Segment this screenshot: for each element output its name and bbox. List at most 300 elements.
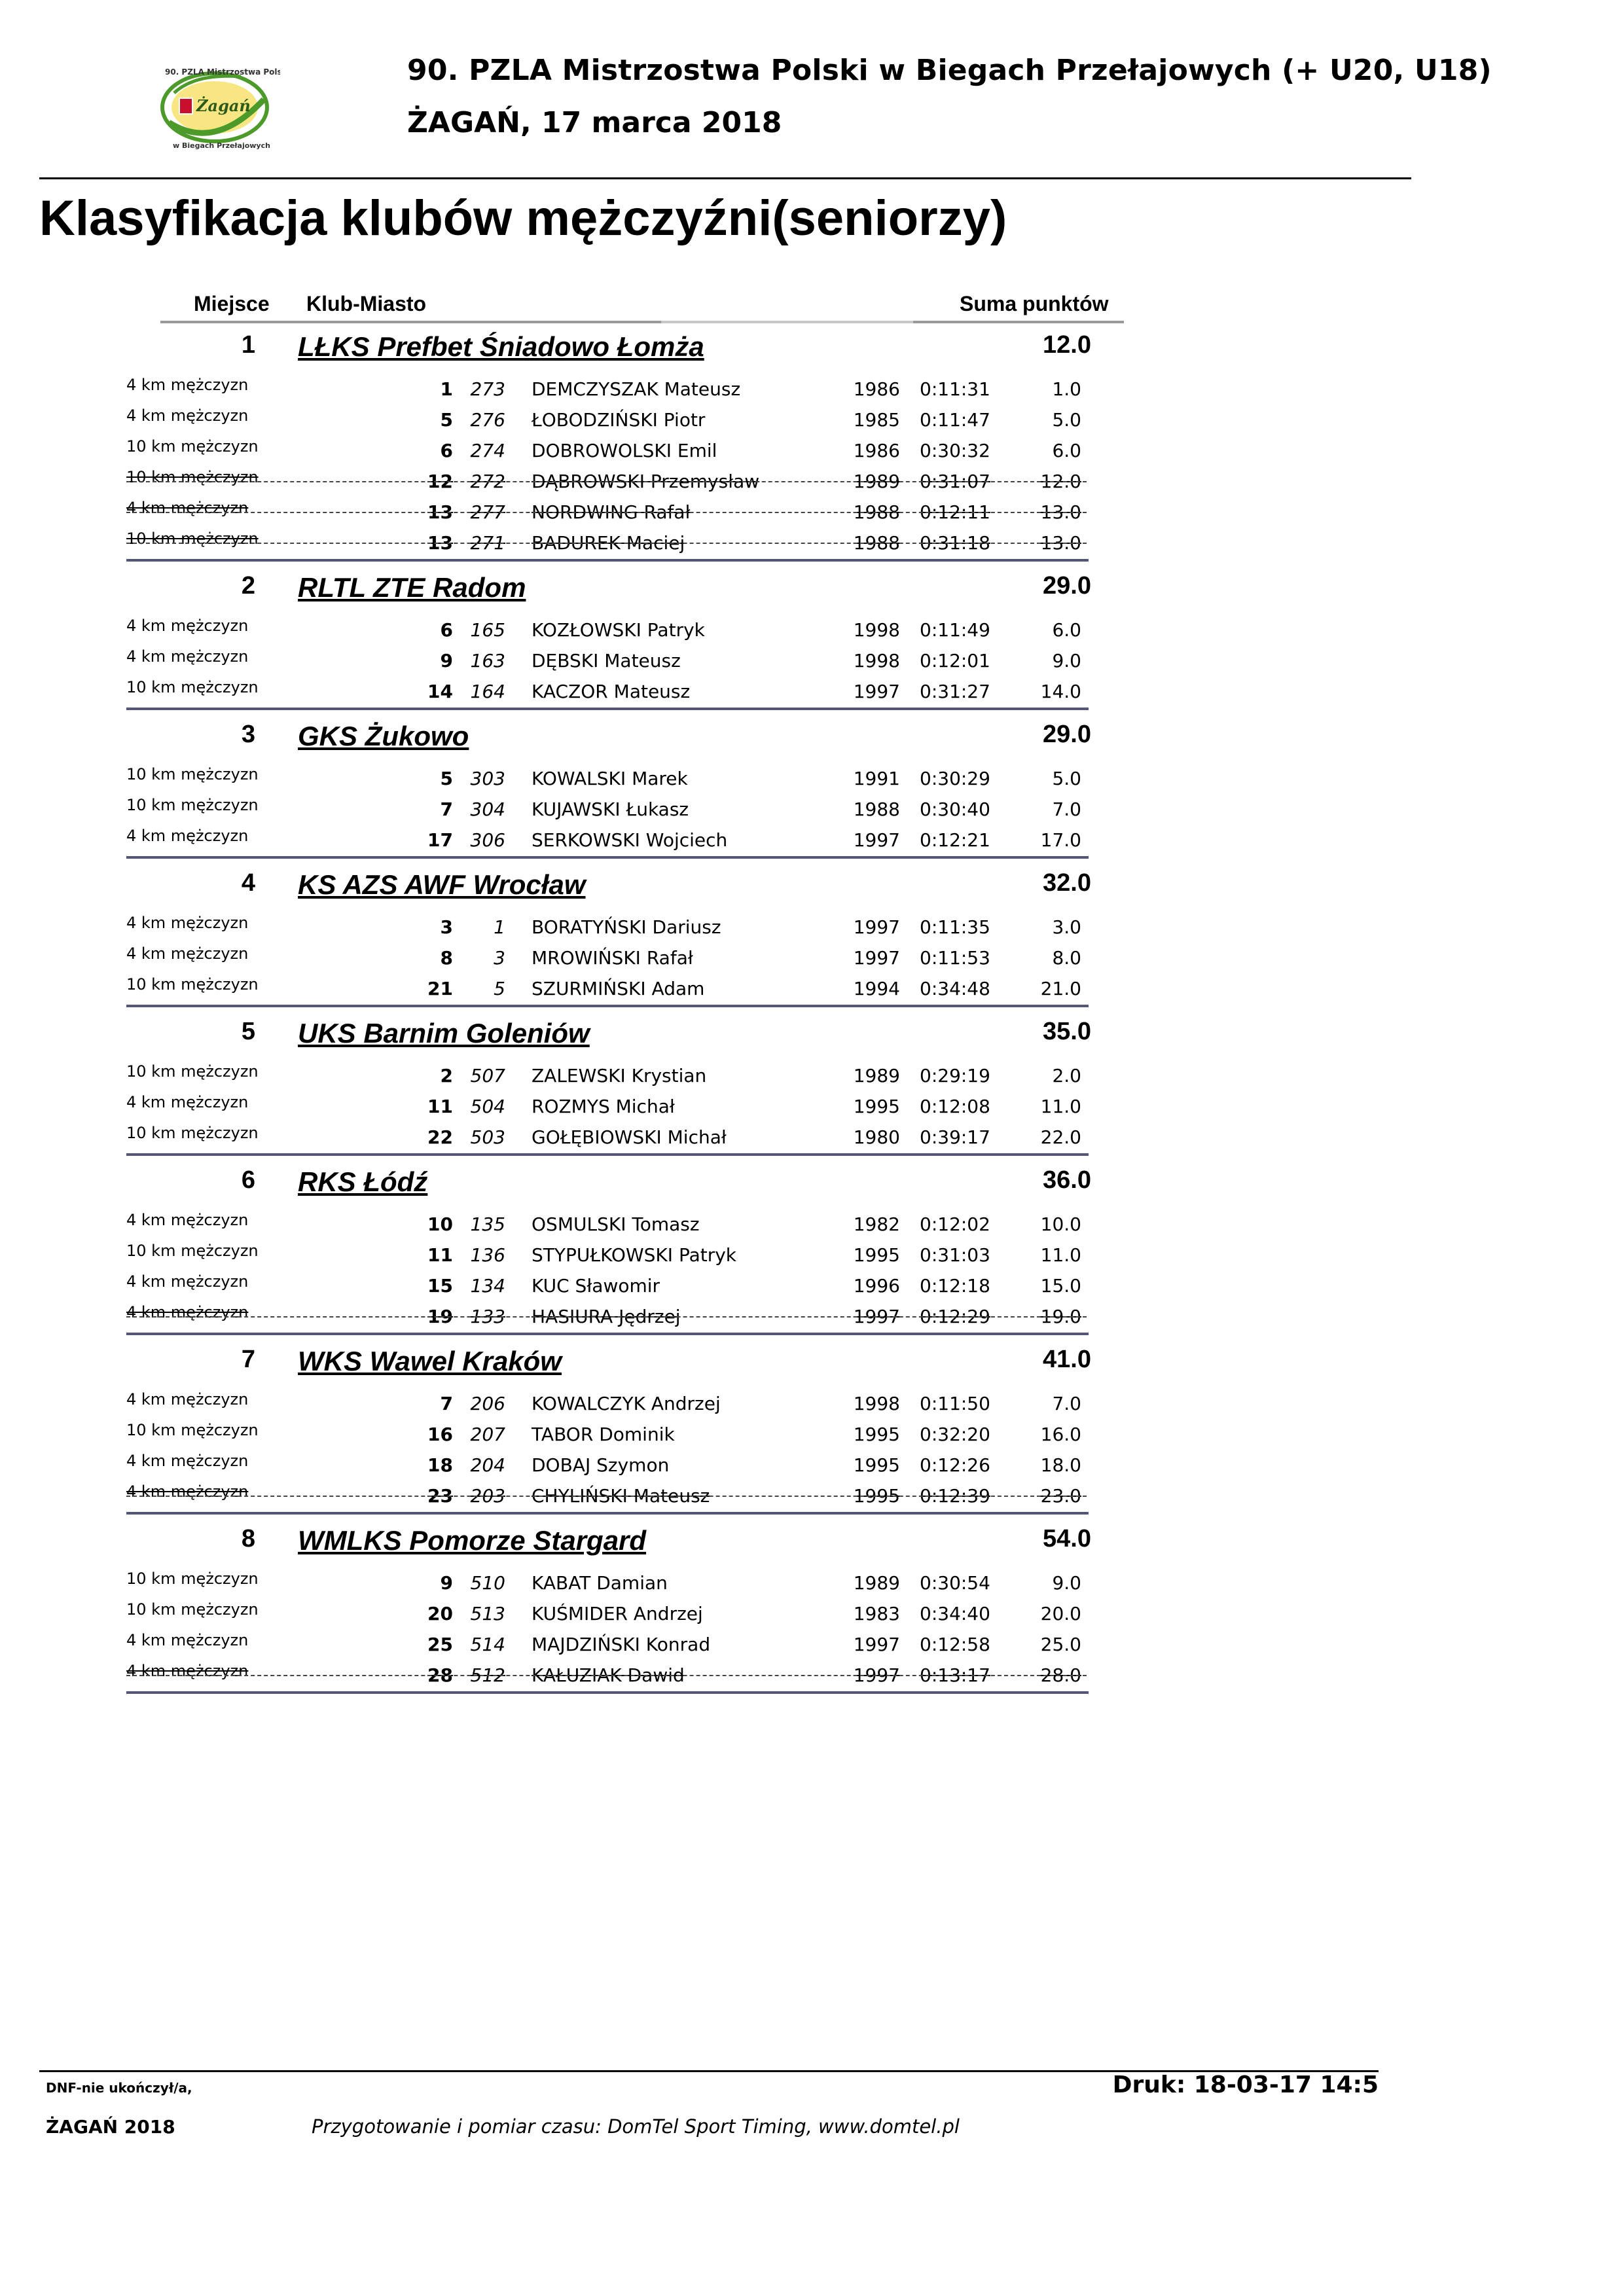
athlete-points: 14.0 [1040, 681, 1081, 702]
athlete-category: 10 km mężczyzn [126, 1124, 259, 1142]
athlete-category: 4 km mężczyzn [126, 827, 249, 845]
athlete-bib: 274 [470, 440, 505, 461]
athlete-time: 0:11:53 [920, 947, 990, 969]
club-block [0, 565, 1624, 710]
athlete-category: 4 km mężczyzn [126, 1093, 249, 1111]
athlete-row-not-counted [0, 464, 1624, 495]
athlete-category: 4 km mężczyzn [126, 499, 249, 517]
athlete-points: 13.0 [1040, 501, 1081, 523]
athlete-time: 0:12:18 [920, 1275, 990, 1297]
athlete-bib: 512 [470, 1664, 505, 1686]
athlete-bib: 503 [470, 1126, 505, 1148]
athlete-category: 4 km mężczyzn [126, 617, 249, 635]
club-rank: 2 [241, 572, 255, 600]
athlete-points: 25.0 [1040, 1634, 1081, 1655]
athlete-place: 5 [440, 409, 453, 431]
athlete-category: 4 km mężczyzn [126, 914, 249, 932]
athlete-points: 21.0 [1040, 978, 1081, 999]
athlete-time: 0:11:35 [920, 916, 990, 938]
athlete-birth-year: 1994 [853, 978, 900, 999]
athlete-name: KACZOR Mateusz [532, 681, 691, 702]
athlete-birth-year: 1995 [853, 1424, 900, 1445]
athlete-category: 10 km mężczyzn [126, 975, 259, 994]
athlete-points: 13.0 [1040, 532, 1081, 554]
logo-bottom-text: w Biegach Przełajowych [173, 141, 270, 150]
athlete-bib: 203 [470, 1485, 505, 1507]
athlete-bib: 507 [470, 1065, 505, 1086]
athlete-name: CHYLIŃSKI Mateusz [532, 1485, 710, 1507]
athlete-row [0, 1386, 1624, 1417]
athlete-points: 7.0 [1052, 1393, 1081, 1414]
athlete-list [0, 613, 1624, 705]
athlete-place: 23 [427, 1485, 453, 1507]
athlete-birth-year: 1988 [853, 532, 900, 554]
club-total-points: 29.0 [1043, 572, 1091, 600]
athlete-name: BORATYŃSKI Dariusz [532, 916, 721, 938]
athlete-name: KOWALSKI Marek [532, 768, 688, 789]
athlete-time: 0:11:47 [920, 409, 990, 431]
athlete-bib: 163 [470, 650, 505, 672]
athlete-place: 1 [440, 378, 453, 400]
club-block [0, 714, 1624, 859]
athlete-place: 13 [427, 501, 453, 523]
athlete-points: 11.0 [1040, 1244, 1081, 1266]
club-rank: 4 [241, 869, 255, 897]
club-header [0, 1160, 1624, 1207]
club-name: RKS Łódź [298, 1166, 428, 1197]
athlete-birth-year: 1991 [853, 768, 900, 789]
athlete-bib: 510 [470, 1572, 505, 1594]
footer-city-year: ŻAGAŃ 2018 [46, 2116, 175, 2138]
athlete-name: ZALEWSKI Krystian [532, 1065, 707, 1086]
athlete-time: 0:31:07 [920, 471, 990, 492]
club-rank: 3 [241, 721, 255, 748]
club-separator [126, 1005, 1089, 1007]
event-place-date: ŻAGAŃ, 17 marca 2018 [407, 106, 782, 139]
athlete-bib: 276 [470, 409, 505, 431]
athlete-bib: 164 [470, 681, 505, 702]
club-block [0, 1011, 1624, 1156]
athlete-place: 11 [427, 1096, 453, 1117]
athlete-place: 6 [440, 619, 453, 641]
print-timestamp: Druk: 18-03-17 14:5 [1112, 2072, 1379, 2098]
athlete-time: 0:12:01 [920, 650, 990, 672]
athlete-row-not-counted [0, 1479, 1624, 1509]
athlete-category: 10 km mężczyzn [126, 678, 259, 696]
athlete-place: 10 [427, 1213, 453, 1235]
club-separator [126, 1512, 1089, 1515]
athlete-row [0, 643, 1624, 674]
club-rank: 1 [241, 331, 255, 359]
athlete-row [0, 1627, 1624, 1658]
club-block [0, 325, 1624, 562]
athlete-time: 0:32:20 [920, 1424, 990, 1445]
club-total-points: 29.0 [1043, 721, 1091, 748]
athlete-birth-year: 1996 [853, 1275, 900, 1297]
athlete-place: 13 [427, 532, 453, 554]
athlete-place: 9 [440, 1572, 453, 1594]
athlete-bib: 135 [470, 1213, 505, 1235]
club-name: RLTL ZTE Radom [298, 572, 526, 603]
athlete-points: 22.0 [1040, 1126, 1081, 1148]
athlete-place: 5 [440, 768, 453, 789]
athlete-bib: 165 [470, 619, 505, 641]
col-header-points: Suma punktów [960, 292, 1109, 315]
athlete-row [0, 792, 1624, 823]
athlete-bib: 304 [470, 798, 505, 820]
athlete-name: KABAT Damian [532, 1572, 668, 1594]
athlete-birth-year: 1980 [853, 1126, 900, 1148]
athlete-points: 8.0 [1052, 947, 1081, 969]
athlete-time: 0:30:32 [920, 440, 990, 461]
athlete-category: 4 km mężczyzn [126, 1390, 249, 1408]
athlete-place: 8 [440, 947, 453, 969]
athlete-bib: 5 [494, 978, 505, 999]
club-header [0, 863, 1624, 910]
athlete-bib: 133 [470, 1306, 505, 1327]
athlete-birth-year: 1989 [853, 471, 900, 492]
athlete-points: 6.0 [1052, 619, 1081, 641]
club-name: WKS Wawel Kraków [298, 1346, 562, 1376]
athlete-name: NORDWING Rafał [532, 501, 691, 523]
athlete-name: SERKOWSKI Wojciech [532, 829, 728, 851]
athlete-time: 0:11:50 [920, 1393, 990, 1414]
athlete-category: 10 km mężczyzn [126, 765, 259, 783]
athlete-list [0, 910, 1624, 1002]
athlete-time: 0:30:40 [920, 798, 990, 820]
athlete-birth-year: 1989 [853, 1065, 900, 1086]
athlete-time: 0:13:17 [920, 1664, 990, 1686]
athlete-place: 21 [427, 978, 453, 999]
athlete-name: KOZŁOWSKI Patryk [532, 619, 705, 641]
athlete-category: 10 km mężczyzn [126, 796, 259, 814]
athlete-name: ROZMYS Michał [532, 1096, 675, 1117]
athlete-name: KOWALCZYK Andrzej [532, 1393, 721, 1414]
athlete-row [0, 1268, 1624, 1299]
athlete-place: 19 [427, 1306, 453, 1327]
club-separator [126, 1333, 1089, 1335]
athlete-list [0, 372, 1624, 556]
athlete-birth-year: 1998 [853, 1393, 900, 1414]
event-logo [149, 60, 280, 152]
athlete-points: 12.0 [1040, 471, 1081, 492]
athlete-points: 9.0 [1052, 650, 1081, 672]
athlete-place: 9 [440, 650, 453, 672]
athlete-row [0, 403, 1624, 433]
athlete-birth-year: 1988 [853, 798, 900, 820]
column-header-rule-light [661, 321, 913, 323]
athlete-category: 4 km mężczyzn [126, 1272, 249, 1291]
athlete-time: 0:31:03 [920, 1244, 990, 1266]
athlete-points: 5.0 [1052, 409, 1081, 431]
athlete-birth-year: 1986 [853, 440, 900, 461]
athlete-bib: 207 [470, 1424, 505, 1445]
club-total-points: 35.0 [1043, 1018, 1091, 1045]
athlete-birth-year: 1988 [853, 501, 900, 523]
athlete-points: 20.0 [1040, 1603, 1081, 1624]
athlete-time: 0:11:49 [920, 619, 990, 641]
athlete-birth-year: 1983 [853, 1603, 900, 1624]
athlete-list [0, 1386, 1624, 1509]
athlete-time: 0:30:29 [920, 768, 990, 789]
athlete-points: 19.0 [1040, 1306, 1081, 1327]
athlete-birth-year: 1997 [853, 681, 900, 702]
athlete-time: 0:34:40 [920, 1603, 990, 1624]
athlete-name: KAŁUZIAK Dawid [532, 1664, 685, 1686]
athlete-bib: 204 [470, 1454, 505, 1476]
club-header [0, 565, 1624, 613]
athlete-category: 10 km mężczyzn [126, 1600, 259, 1619]
athlete-place: 14 [427, 681, 453, 702]
athlete-row [0, 941, 1624, 971]
athlete-category: 4 km mężczyzn [126, 944, 249, 963]
athlete-points: 5.0 [1052, 768, 1081, 789]
athlete-category: 4 km mężczyzn [126, 1662, 249, 1680]
athlete-time: 0:12:21 [920, 829, 990, 851]
athlete-birth-year: 1997 [853, 1306, 900, 1327]
dnf-note: DNF-nie ukończył/a, [46, 2080, 192, 2096]
athlete-birth-year: 1997 [853, 1664, 900, 1686]
athlete-place: 18 [427, 1454, 453, 1476]
athlete-category: 10 km mężczyzn [126, 1062, 259, 1081]
athlete-name: DOBAJ Szymon [532, 1454, 670, 1476]
col-header-club: Klub-Miasto [306, 292, 427, 315]
athlete-category: 4 km mężczyzn [126, 647, 249, 666]
athlete-row [0, 1448, 1624, 1479]
athlete-time: 0:12:29 [920, 1306, 990, 1327]
athlete-name: DOBROWOLSKI Emil [532, 440, 717, 461]
athlete-place: 3 [440, 916, 453, 938]
club-separator [126, 1691, 1089, 1694]
athlete-time: 0:12:58 [920, 1634, 990, 1655]
athlete-time: 0:39:17 [920, 1126, 990, 1148]
athlete-birth-year: 1997 [853, 947, 900, 969]
page-title: Klasyfikacja klubów mężczyźni(seniorzy) [39, 190, 1007, 246]
athlete-category: 4 km mężczyzn [126, 1452, 249, 1470]
athlete-time: 0:12:11 [920, 501, 990, 523]
athlete-place: 11 [427, 1244, 453, 1266]
club-block [0, 1339, 1624, 1515]
athlete-points: 9.0 [1052, 1572, 1081, 1594]
club-header [0, 1518, 1624, 1566]
logo-arc-text: 90. PZLA Mistrzostwa Polski [165, 67, 280, 77]
athlete-category: 4 km mężczyzn [126, 376, 249, 394]
club-name: WMLKS Pomorze Stargard [298, 1525, 647, 1556]
athlete-birth-year: 1989 [853, 1572, 900, 1594]
club-rank: 7 [241, 1346, 255, 1373]
club-results-list [0, 325, 1624, 1698]
athlete-bib: 136 [470, 1244, 505, 1266]
athlete-name: DĘBSKI Mateusz [532, 650, 681, 672]
athlete-name: BADUREK Maciej [532, 532, 685, 554]
athlete-row [0, 1238, 1624, 1268]
athlete-birth-year: 1997 [853, 829, 900, 851]
club-total-points: 32.0 [1043, 869, 1091, 897]
athlete-category: 4 km mężczyzn [126, 406, 249, 425]
athlete-bib: 303 [470, 768, 505, 789]
club-name: KS AZS AWF Wrocław [298, 869, 586, 900]
athlete-row-not-counted [0, 526, 1624, 556]
athlete-name: MROWIŃSKI Rafał [532, 947, 693, 969]
athlete-row [0, 613, 1624, 643]
column-header-rule [160, 321, 1124, 323]
athlete-category: 10 km mężczyzn [126, 529, 259, 548]
athlete-points: 2.0 [1052, 1065, 1081, 1086]
athlete-row [0, 1120, 1624, 1151]
club-total-points: 41.0 [1043, 1346, 1091, 1373]
athlete-place: 2 [440, 1065, 453, 1086]
athlete-row [0, 910, 1624, 941]
athlete-place: 7 [440, 798, 453, 820]
athlete-place: 7 [440, 1393, 453, 1414]
athlete-name: MAJDZIŃSKI Konrad [532, 1634, 711, 1655]
athlete-time: 0:29:19 [920, 1065, 990, 1086]
athlete-name: SZURMIŃSKI Adam [532, 978, 705, 999]
athlete-category: 4 km mężczyzn [126, 1303, 249, 1321]
athlete-birth-year: 1985 [853, 409, 900, 431]
athlete-name: DĄBROWSKI Przemysław [532, 471, 760, 492]
athlete-place: 22 [427, 1126, 453, 1148]
club-header [0, 325, 1624, 372]
event-title: 90. PZLA Mistrzostwa Polski w Biegach Przełajowych (+ U20, U18) [407, 54, 1492, 87]
athlete-birth-year: 1997 [853, 916, 900, 938]
athlete-row [0, 1417, 1624, 1448]
athlete-row [0, 1058, 1624, 1089]
athlete-bib: 513 [470, 1603, 505, 1624]
athlete-row-not-counted [0, 1658, 1624, 1689]
athlete-points: 3.0 [1052, 916, 1081, 938]
club-header [0, 1339, 1624, 1386]
athlete-birth-year: 1986 [853, 378, 900, 400]
club-total-points: 36.0 [1043, 1166, 1091, 1194]
athlete-bib: 3 [494, 947, 505, 969]
athlete-birth-year: 1998 [853, 650, 900, 672]
athlete-bib: 272 [470, 471, 505, 492]
athlete-bib: 273 [470, 378, 505, 400]
club-name: LŁKS Prefbet Śniadowo Łomża [298, 331, 704, 362]
athlete-row [0, 1596, 1624, 1627]
athlete-category: 10 km mężczyzn [126, 1421, 259, 1439]
athlete-place: 25 [427, 1634, 453, 1655]
athlete-row [0, 761, 1624, 792]
athlete-name: KUC Sławomir [532, 1275, 660, 1297]
header-divider [39, 177, 1411, 179]
athlete-points: 16.0 [1040, 1424, 1081, 1445]
athlete-bib: 206 [470, 1393, 505, 1414]
athlete-place: 20 [427, 1603, 453, 1624]
athlete-name: GOŁĘBIOWSKI Michał [532, 1126, 727, 1148]
athlete-points: 15.0 [1040, 1275, 1081, 1297]
athlete-points: 1.0 [1052, 378, 1081, 400]
athlete-place: 28 [427, 1664, 453, 1686]
club-separator [126, 708, 1089, 710]
athlete-place: 12 [427, 471, 453, 492]
club-separator [126, 559, 1089, 562]
club-name: UKS Barnim Goleniów [298, 1018, 590, 1049]
athlete-time: 0:31:18 [920, 532, 990, 554]
athlete-list [0, 1058, 1624, 1151]
club-rank: 8 [241, 1525, 255, 1552]
athlete-category: 10 km mężczyzn [126, 468, 259, 486]
athlete-place: 6 [440, 440, 453, 461]
athlete-birth-year: 1982 [853, 1213, 900, 1235]
athlete-points: 11.0 [1040, 1096, 1081, 1117]
club-separator [126, 1153, 1089, 1156]
club-rank: 6 [241, 1166, 255, 1194]
athlete-bib: 504 [470, 1096, 505, 1117]
athlete-list [0, 761, 1624, 853]
athlete-row-not-counted [0, 495, 1624, 526]
athlete-birth-year: 1995 [853, 1244, 900, 1266]
athlete-points: 17.0 [1040, 829, 1081, 851]
athlete-points: 7.0 [1052, 798, 1081, 820]
athlete-time: 0:12:02 [920, 1213, 990, 1235]
athlete-birth-year: 1995 [853, 1096, 900, 1117]
club-name: GKS Żukowo [298, 721, 469, 751]
athlete-birth-year: 1995 [853, 1454, 900, 1476]
club-header [0, 1011, 1624, 1058]
athlete-name: ŁOBODZIŃSKI Piotr [532, 409, 706, 431]
athlete-row [0, 433, 1624, 464]
athlete-row-not-counted [0, 1299, 1624, 1330]
club-separator [126, 856, 1089, 859]
athlete-bib: 271 [470, 532, 505, 554]
athlete-category: 10 km mężczyzn [126, 1570, 259, 1588]
athlete-place: 17 [427, 829, 453, 851]
athlete-category: 10 km mężczyzn [126, 1242, 259, 1260]
club-header [0, 714, 1624, 761]
club-rank: 5 [241, 1018, 255, 1045]
athlete-bib: 514 [470, 1634, 505, 1655]
col-header-place: Miejsce [194, 292, 270, 315]
athlete-time: 0:11:31 [920, 378, 990, 400]
athlete-place: 16 [427, 1424, 453, 1445]
athlete-time: 0:30:54 [920, 1572, 990, 1594]
club-total-points: 12.0 [1043, 331, 1091, 359]
athlete-points: 28.0 [1040, 1664, 1081, 1686]
athlete-name: TABOR Dominik [532, 1424, 675, 1445]
athlete-category: 4 km mężczyzn [126, 1211, 249, 1229]
club-block [0, 863, 1624, 1007]
athlete-points: 18.0 [1040, 1454, 1081, 1476]
athlete-bib: 1 [494, 916, 505, 938]
athlete-row [0, 372, 1624, 403]
athlete-category: 4 km mężczyzn [126, 1631, 249, 1649]
athlete-category: 4 km mężczyzn [126, 1482, 249, 1501]
athlete-category: 10 km mężczyzn [126, 437, 259, 456]
athlete-row [0, 1566, 1624, 1596]
athlete-name: KUJAWSKI Łukasz [532, 798, 689, 820]
club-total-points: 54.0 [1043, 1525, 1091, 1552]
athlete-list [0, 1566, 1624, 1689]
athlete-list [0, 1207, 1624, 1330]
athlete-bib: 277 [470, 501, 505, 523]
athlete-name: KUŚMIDER Andrzej [532, 1603, 703, 1624]
athlete-name: DEMCZYSZAK Mateusz [532, 378, 741, 400]
athlete-row [0, 1089, 1624, 1120]
athlete-name: STYPUŁKOWSKI Patryk [532, 1244, 737, 1266]
athlete-points: 23.0 [1040, 1485, 1081, 1507]
athlete-bib: 134 [470, 1275, 505, 1297]
athlete-time: 0:31:27 [920, 681, 990, 702]
athlete-birth-year: 1997 [853, 1634, 900, 1655]
athlete-row [0, 971, 1624, 1002]
athlete-row [0, 1207, 1624, 1238]
athlete-time: 0:12:26 [920, 1454, 990, 1476]
athlete-time: 0:12:39 [920, 1485, 990, 1507]
athlete-name: OSMULSKI Tomasz [532, 1213, 700, 1235]
athlete-points: 6.0 [1052, 440, 1081, 461]
